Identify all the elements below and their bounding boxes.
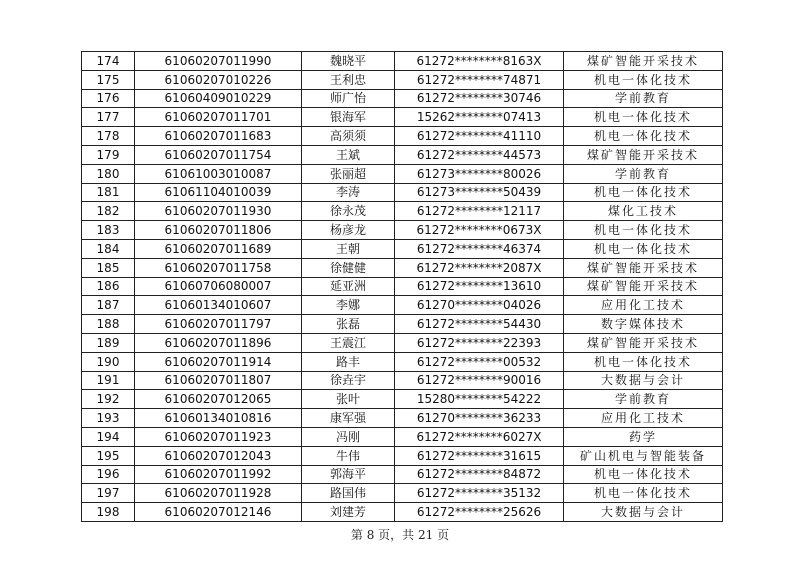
major: 机电一体化技术 [564, 239, 723, 258]
row-index: 178 [82, 127, 135, 146]
id-number: 61270********04026 [395, 296, 564, 315]
table-row [82, 277, 723, 296]
exam-number: 61060207011689 [135, 239, 302, 258]
table-row [82, 108, 723, 127]
student-name: 牛伟 [302, 446, 395, 465]
major: 大数据与会计 [564, 371, 723, 390]
major: 机电一体化技术 [564, 70, 723, 89]
exam-number: 61060207011807 [135, 371, 302, 390]
exam-number: 61060207011928 [135, 484, 302, 503]
student-name: 张叶 [302, 390, 395, 409]
exam-number: 61061104010039 [135, 183, 302, 202]
id-number: 61272********6027X [395, 427, 564, 446]
id-number: 61272********54430 [395, 315, 564, 334]
row-index: 187 [82, 296, 135, 315]
major: 数字媒体技术 [564, 315, 723, 334]
row-index: 182 [82, 202, 135, 221]
student-name: 魏晓平 [302, 52, 395, 71]
id-number: 61273********50439 [395, 183, 564, 202]
row-index: 184 [82, 239, 135, 258]
student-name: 王震江 [302, 333, 395, 352]
id-number: 61272********74871 [395, 70, 564, 89]
id-number: 61272********2087X [395, 258, 564, 277]
student-name: 郭海平 [302, 465, 395, 484]
id-number: 61272********0673X [395, 221, 564, 240]
student-name: 王斌 [302, 145, 395, 164]
id-number: 61272********13610 [395, 277, 564, 296]
row-index: 179 [82, 145, 135, 164]
student-name: 李娜 [302, 296, 395, 315]
table-row [82, 127, 723, 146]
major: 机电一体化技术 [564, 221, 723, 240]
id-number: 61272********30746 [395, 89, 564, 108]
exam-number: 61060207011992 [135, 465, 302, 484]
row-index: 191 [82, 371, 135, 390]
row-index: 198 [82, 503, 135, 522]
major: 机电一体化技术 [564, 183, 723, 202]
student-name: 徐永茂 [302, 202, 395, 221]
id-number: 61272********84872 [395, 465, 564, 484]
major: 应用化工技术 [564, 409, 723, 428]
major: 大数据与会计 [564, 503, 723, 522]
exam-number: 61060207011797 [135, 315, 302, 334]
exam-number: 61060409010229 [135, 89, 302, 108]
id-number: 61272********41110 [395, 127, 564, 146]
table-row [82, 390, 723, 409]
student-name: 张磊 [302, 315, 395, 334]
exam-number: 61060207011701 [135, 108, 302, 127]
major: 学前教育 [564, 89, 723, 108]
exam-number: 61060207011896 [135, 333, 302, 352]
roster-body [82, 52, 723, 522]
row-index: 185 [82, 258, 135, 277]
table-row [82, 484, 723, 503]
table-row [82, 315, 723, 334]
id-number: 61272********25626 [395, 503, 564, 522]
page-footer: 第 8 页，共 21 页 [350, 528, 450, 542]
id-number: 61272********35132 [395, 484, 564, 503]
id-number: 15280********54222 [395, 390, 564, 409]
exam-number: 61060207011914 [135, 352, 302, 371]
id-number: 61272********31615 [395, 446, 564, 465]
major: 机电一体化技术 [564, 465, 723, 484]
exam-number: 61060207011990 [135, 52, 302, 71]
major: 煤矿智能开采技术 [564, 52, 723, 71]
table-row [82, 371, 723, 390]
student-name: 路国伟 [302, 484, 395, 503]
id-number: 15262********07413 [395, 108, 564, 127]
table-row [82, 503, 723, 522]
table-row [82, 333, 723, 352]
major: 煤矿智能开采技术 [564, 333, 723, 352]
student-name: 李涛 [302, 183, 395, 202]
student-name: 王朝 [302, 239, 395, 258]
table-row [82, 145, 723, 164]
row-index: 186 [82, 277, 135, 296]
student-name: 王利忠 [302, 70, 395, 89]
row-index: 176 [82, 89, 135, 108]
major: 应用化工技术 [564, 296, 723, 315]
id-number: 61272********90016 [395, 371, 564, 390]
row-index: 175 [82, 70, 135, 89]
table-row [82, 409, 723, 428]
table-row [82, 427, 723, 446]
row-index: 181 [82, 183, 135, 202]
student-name: 冯刚 [302, 427, 395, 446]
major: 矿山机电与智能装备 [564, 446, 723, 465]
table-row [82, 164, 723, 183]
row-index: 180 [82, 164, 135, 183]
exam-number: 61061003010087 [135, 164, 302, 183]
student-name: 徐健健 [302, 258, 395, 277]
exam-number: 61060207011930 [135, 202, 302, 221]
table-row [82, 296, 723, 315]
student-name: 延亚洲 [302, 277, 395, 296]
row-index: 177 [82, 108, 135, 127]
student-name: 杨彦龙 [302, 221, 395, 240]
table-row [82, 446, 723, 465]
student-name: 康军强 [302, 409, 395, 428]
exam-number: 61060706080007 [135, 277, 302, 296]
roster-table [81, 51, 723, 522]
id-number: 61270********36233 [395, 409, 564, 428]
table-row [82, 239, 723, 258]
major: 煤矿智能开采技术 [564, 258, 723, 277]
exam-number: 61060207012043 [135, 446, 302, 465]
id-number: 61272********8163X [395, 52, 564, 71]
major: 煤矿智能开采技术 [564, 277, 723, 296]
id-number: 61273********80026 [395, 164, 564, 183]
exam-number: 61060207011758 [135, 258, 302, 277]
table-row [82, 465, 723, 484]
id-number: 61272********22393 [395, 333, 564, 352]
row-index: 195 [82, 446, 135, 465]
table-row [82, 258, 723, 277]
student-name: 刘建芳 [302, 503, 395, 522]
major: 药学 [564, 427, 723, 446]
id-number: 61272********00532 [395, 352, 564, 371]
row-index: 197 [82, 484, 135, 503]
row-index: 190 [82, 352, 135, 371]
table-row [82, 202, 723, 221]
exam-number: 61060207012146 [135, 503, 302, 522]
exam-number: 61060207011683 [135, 127, 302, 146]
id-number: 61272********46374 [395, 239, 564, 258]
exam-number: 61060207012065 [135, 390, 302, 409]
table-row [82, 352, 723, 371]
table-row [82, 183, 723, 202]
id-number: 61272********12117 [395, 202, 564, 221]
student-name: 张丽超 [302, 164, 395, 183]
row-index: 183 [82, 221, 135, 240]
exam-number: 61060207010226 [135, 70, 302, 89]
table-row [82, 221, 723, 240]
major: 机电一体化技术 [564, 127, 723, 146]
table-row [82, 52, 723, 71]
exam-number: 61060207011806 [135, 221, 302, 240]
row-index: 193 [82, 409, 135, 428]
major: 煤化工技术 [564, 202, 723, 221]
id-number: 61272********44573 [395, 145, 564, 164]
student-name: 高须须 [302, 127, 395, 146]
major: 学前教育 [564, 390, 723, 409]
student-name: 路丰 [302, 352, 395, 371]
major: 机电一体化技术 [564, 352, 723, 371]
major: 机电一体化技术 [564, 484, 723, 503]
row-index: 194 [82, 427, 135, 446]
student-name: 徐垚宇 [302, 371, 395, 390]
row-index: 192 [82, 390, 135, 409]
row-index: 188 [82, 315, 135, 334]
row-index: 189 [82, 333, 135, 352]
major: 学前教育 [564, 164, 723, 183]
table-row [82, 70, 723, 89]
student-name: 师广怡 [302, 89, 395, 108]
exam-number: 61060134010816 [135, 409, 302, 428]
student-name: 银海军 [302, 108, 395, 127]
exam-number: 61060134010607 [135, 296, 302, 315]
row-index: 196 [82, 465, 135, 484]
exam-number: 61060207011923 [135, 427, 302, 446]
major: 煤矿智能开采技术 [564, 145, 723, 164]
table-row [82, 89, 723, 108]
major: 机电一体化技术 [564, 108, 723, 127]
row-index: 174 [82, 52, 135, 71]
exam-number: 61060207011754 [135, 145, 302, 164]
